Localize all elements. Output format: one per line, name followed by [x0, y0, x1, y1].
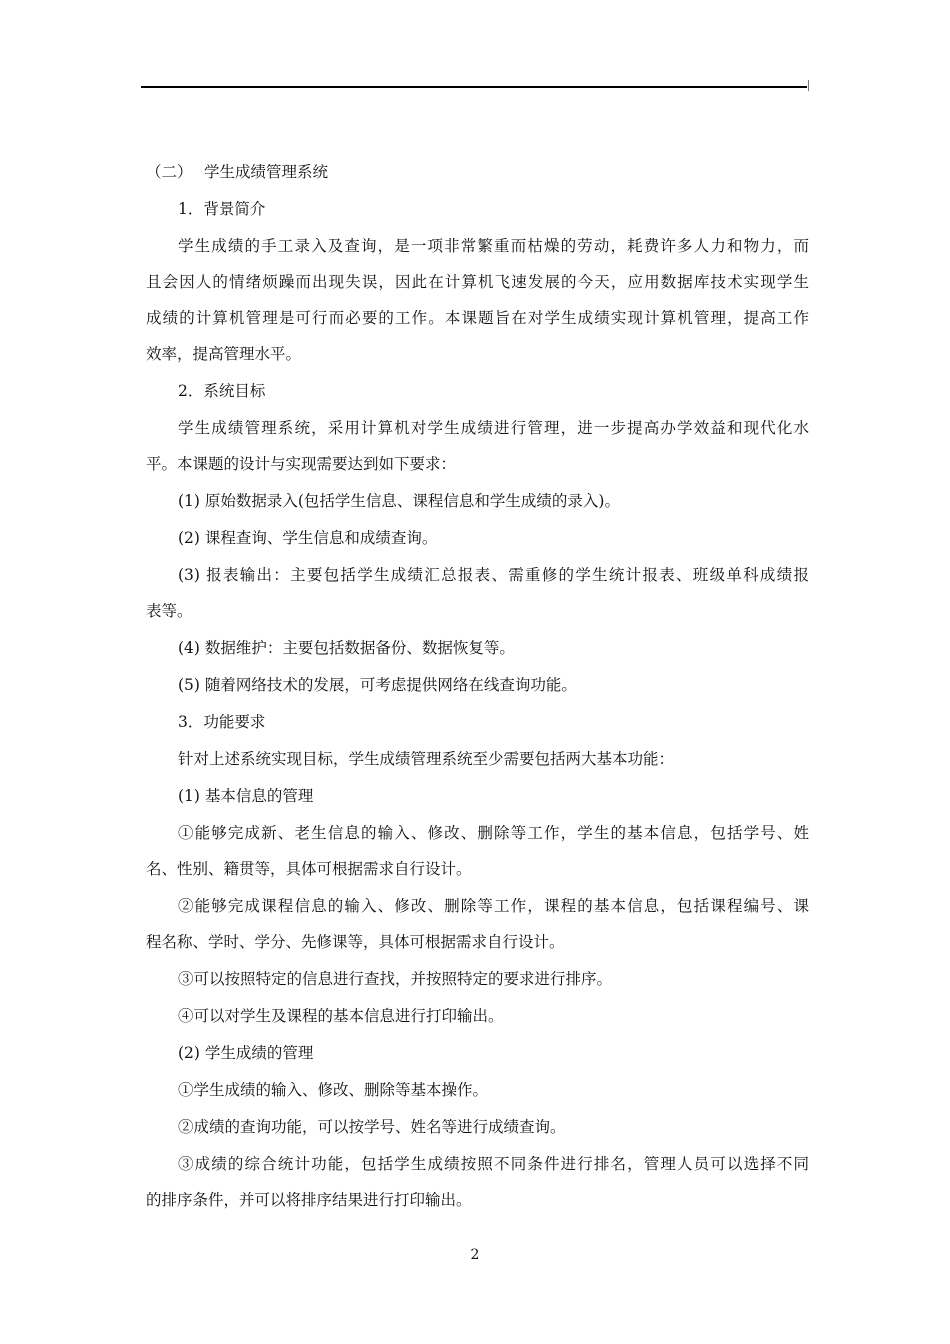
page-number: 2 [470, 1247, 480, 1263]
list-item: (5) 随着网络技术的发展，可考虑提供网络在线查询功能。 [178, 676, 577, 694]
section-number: （二） [146, 163, 193, 181]
section-heading [146, 158, 809, 195]
list-item: (2) 课程查询、学生信息和成绩查询。 [178, 529, 438, 547]
header-rule [141, 86, 807, 88]
list-item-continuation: 的排序条件，并可以将排序结果进行打印输出。 [146, 1191, 472, 1209]
list-item: ③可以按照特定的信息进行查找，并按照特定的要求进行排序。 [178, 970, 613, 988]
list-item: ①能够完成新、老生信息的输入、修改、删除等工作，学生的基本信息，包括学号、姓 [178, 824, 809, 842]
list-item: (3) 报表输出：主要包括学生成绩汇总报表、需重修的学生统计报表、班级单科成绩报 [178, 566, 809, 584]
list-item: (1) 原始数据录入(包括学生信息、课程信息和学生成绩的录入)。 [178, 492, 620, 510]
list-item: (1) 基本信息的管理 [178, 787, 314, 805]
list-item-continuation: 程名称、学时、学分、先修课等，具体可根据需求自行设计。 [146, 933, 565, 951]
paragraph-line: 学生成绩管理系统，采用计算机对学生成绩进行管理，进一步提高办学效益和现代化水 [178, 419, 809, 437]
list-item: ②成绩的查询功能，可以按学号、姓名等进行成绩查询。 [178, 1118, 566, 1136]
paragraph-line: 针对上述系统实现目标，学生成绩管理系统至少需要包括两大基本功能： [178, 750, 675, 768]
list-item: (2) 学生成绩的管理 [178, 1044, 314, 1062]
paragraph-line: 平。本课题的设计与实现需要达到如下要求： [146, 455, 457, 473]
subheading-functions: 3．功能要求 [178, 713, 266, 731]
subheading-background: 1．背景简介 [178, 200, 266, 218]
section-title: 学生成绩管理系统 [204, 163, 329, 181]
document-body [146, 158, 809, 1223]
paragraph-line: 学生成绩的手工录入及查询，是一项非常繁重而枯燥的劳动，耗费许多人力和物力，而 [178, 237, 809, 255]
list-item-continuation: 表等。 [146, 602, 193, 620]
list-item: ③成绩的综合统计功能，包括学生成绩按照不同条件进行排名，管理人员可以选择不同 [178, 1155, 809, 1173]
subheading-goals: 2．系统目标 [178, 382, 266, 400]
paragraph-line: 且会因人的情绪烦躁而出现失误，因此在计算机飞速发展的今天，应用数据库技术实现学生 [146, 273, 809, 291]
list-item: ①学生成绩的输入、修改、删除等基本操作。 [178, 1081, 489, 1099]
list-item: ②能够完成课程信息的输入、修改、删除等工作，课程的基本信息，包括课程编号、课 [178, 897, 809, 915]
list-item: (4) 数据维护：主要包括数据备份、数据恢复等。 [178, 639, 515, 657]
header-rule-tick [808, 80, 809, 91]
paragraph-line: 效率，提高管理水平。 [146, 345, 302, 363]
list-item-continuation: 名、性别、籍贯等，具体可根据需求自行设计。 [146, 860, 472, 878]
list-item: ④可以对学生及课程的基本信息进行打印输出。 [178, 1007, 504, 1025]
paragraph-line: 成绩的计算机管理是可行而必要的工作。本课题旨在对学生成绩实现计算机管理，提高工作 [146, 309, 809, 327]
